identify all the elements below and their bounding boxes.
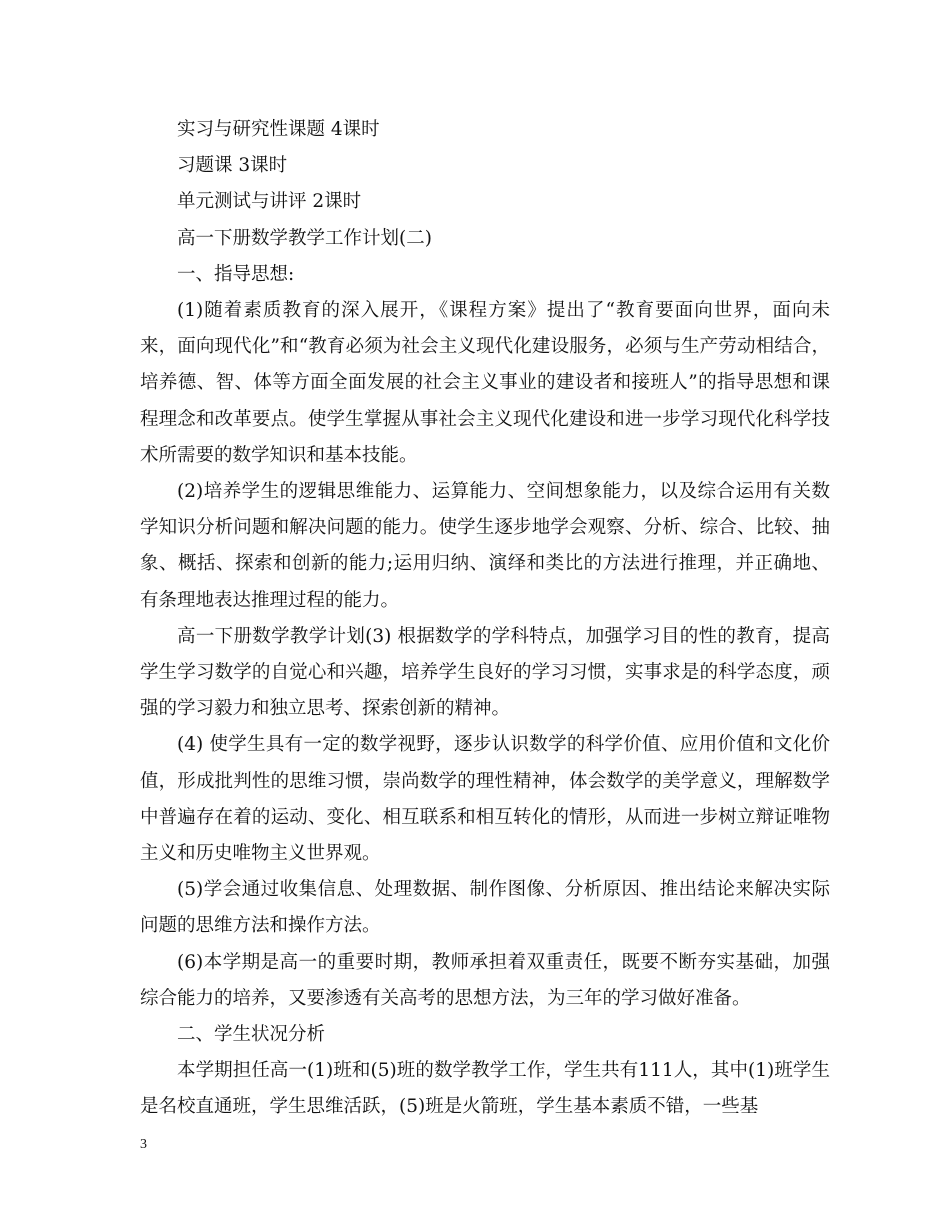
paragraph-course-unit-test: 单元测试与讲评 2课时 [177, 191, 362, 213]
paragraph-item-6: (6)本学期是高一的重要时期，教师承担着双重责任，既要不断夯实基础，加强综合能力的培养，又要渗透有关高考的思想方法，为三年的学习做好准备。 [140, 951, 830, 1009]
paragraph-item-1: (1)随着素质教育的深入展开，《课程方案》提出了“教育要面向世界，面向未来，面向现代化”和“教育必须为社会主义现代化建设服务，必须与生产劳动相结合，培养德、智、体等方面全面发展的社会主义事业的建设者和接班人”的指导思想和课程理念和改革要点。使学生掌握从事社会主义现代化建设和进一步学习现代化科学技术所需要的数学知识和基本技能。 [140, 300, 830, 466]
paragraph-course-exercise: 习题课 3课时 [177, 155, 288, 177]
paragraph-course-research: 实习与研究性课题 4课时 [177, 119, 380, 140]
paragraph-item-3: 高一下册数学教学计划(3) 根据数学的学科特点，加强学习目的性的教育，提高学生学习数学的自觉心和兴趣，培养学生良好的学习习惯，实事求是的科学态度，顽强的学习毅力和独立思考、探索创新的精神。 [140, 625, 830, 720]
document-body [140, 112, 830, 1126]
paragraph-student-analysis: 本学期担任高一(1)班和(5)班的数学教学工作，学生共有111人，其中(1)班学生是名校直通班，学生思维活跃，(5)班是火箭班，学生基本素质不错，一些基 [140, 1060, 830, 1118]
heading-guiding-thought: 一、指导思想: [177, 263, 295, 285]
paragraph-item-4: (4) 使学生具有一定的数学视野，逐步认识数学的科学价值、应用价值和文化价值，形成批判性的思维习惯，崇尚数学的理性精神，体会数学的美学意义，理解数学中普遍存在着的运动、变化、相互联系和相互转化的情形，从而进一步树立辩证唯物主义和历史唯物主义世界观。 [140, 734, 830, 865]
paragraph-item-5: (5)学会通过收集信息、处理数据、制作图像、分析原因、推出结论来解决实际问题的思维方法和操作方法。 [140, 879, 830, 937]
section-title-plan-two: 高一下册数学教学工作计划(二) [177, 227, 432, 249]
paragraph-item-2: (2)培养学生的逻辑思维能力、运算能力、空间想象能力，以及综合运用有关数学知识分析问题和解决问题的能力。使学生逐步地学会观察、分析、综合、比较、抽象、概括、探索和创新的能力;运用归纳、演绎和类比的方法进行推理，并正确地、有条理地表达推理过程的能力。 [140, 481, 830, 611]
heading-student-analysis: 二、学生状况分析 [177, 1024, 326, 1046]
page-number: 3 [140, 1137, 147, 1152]
